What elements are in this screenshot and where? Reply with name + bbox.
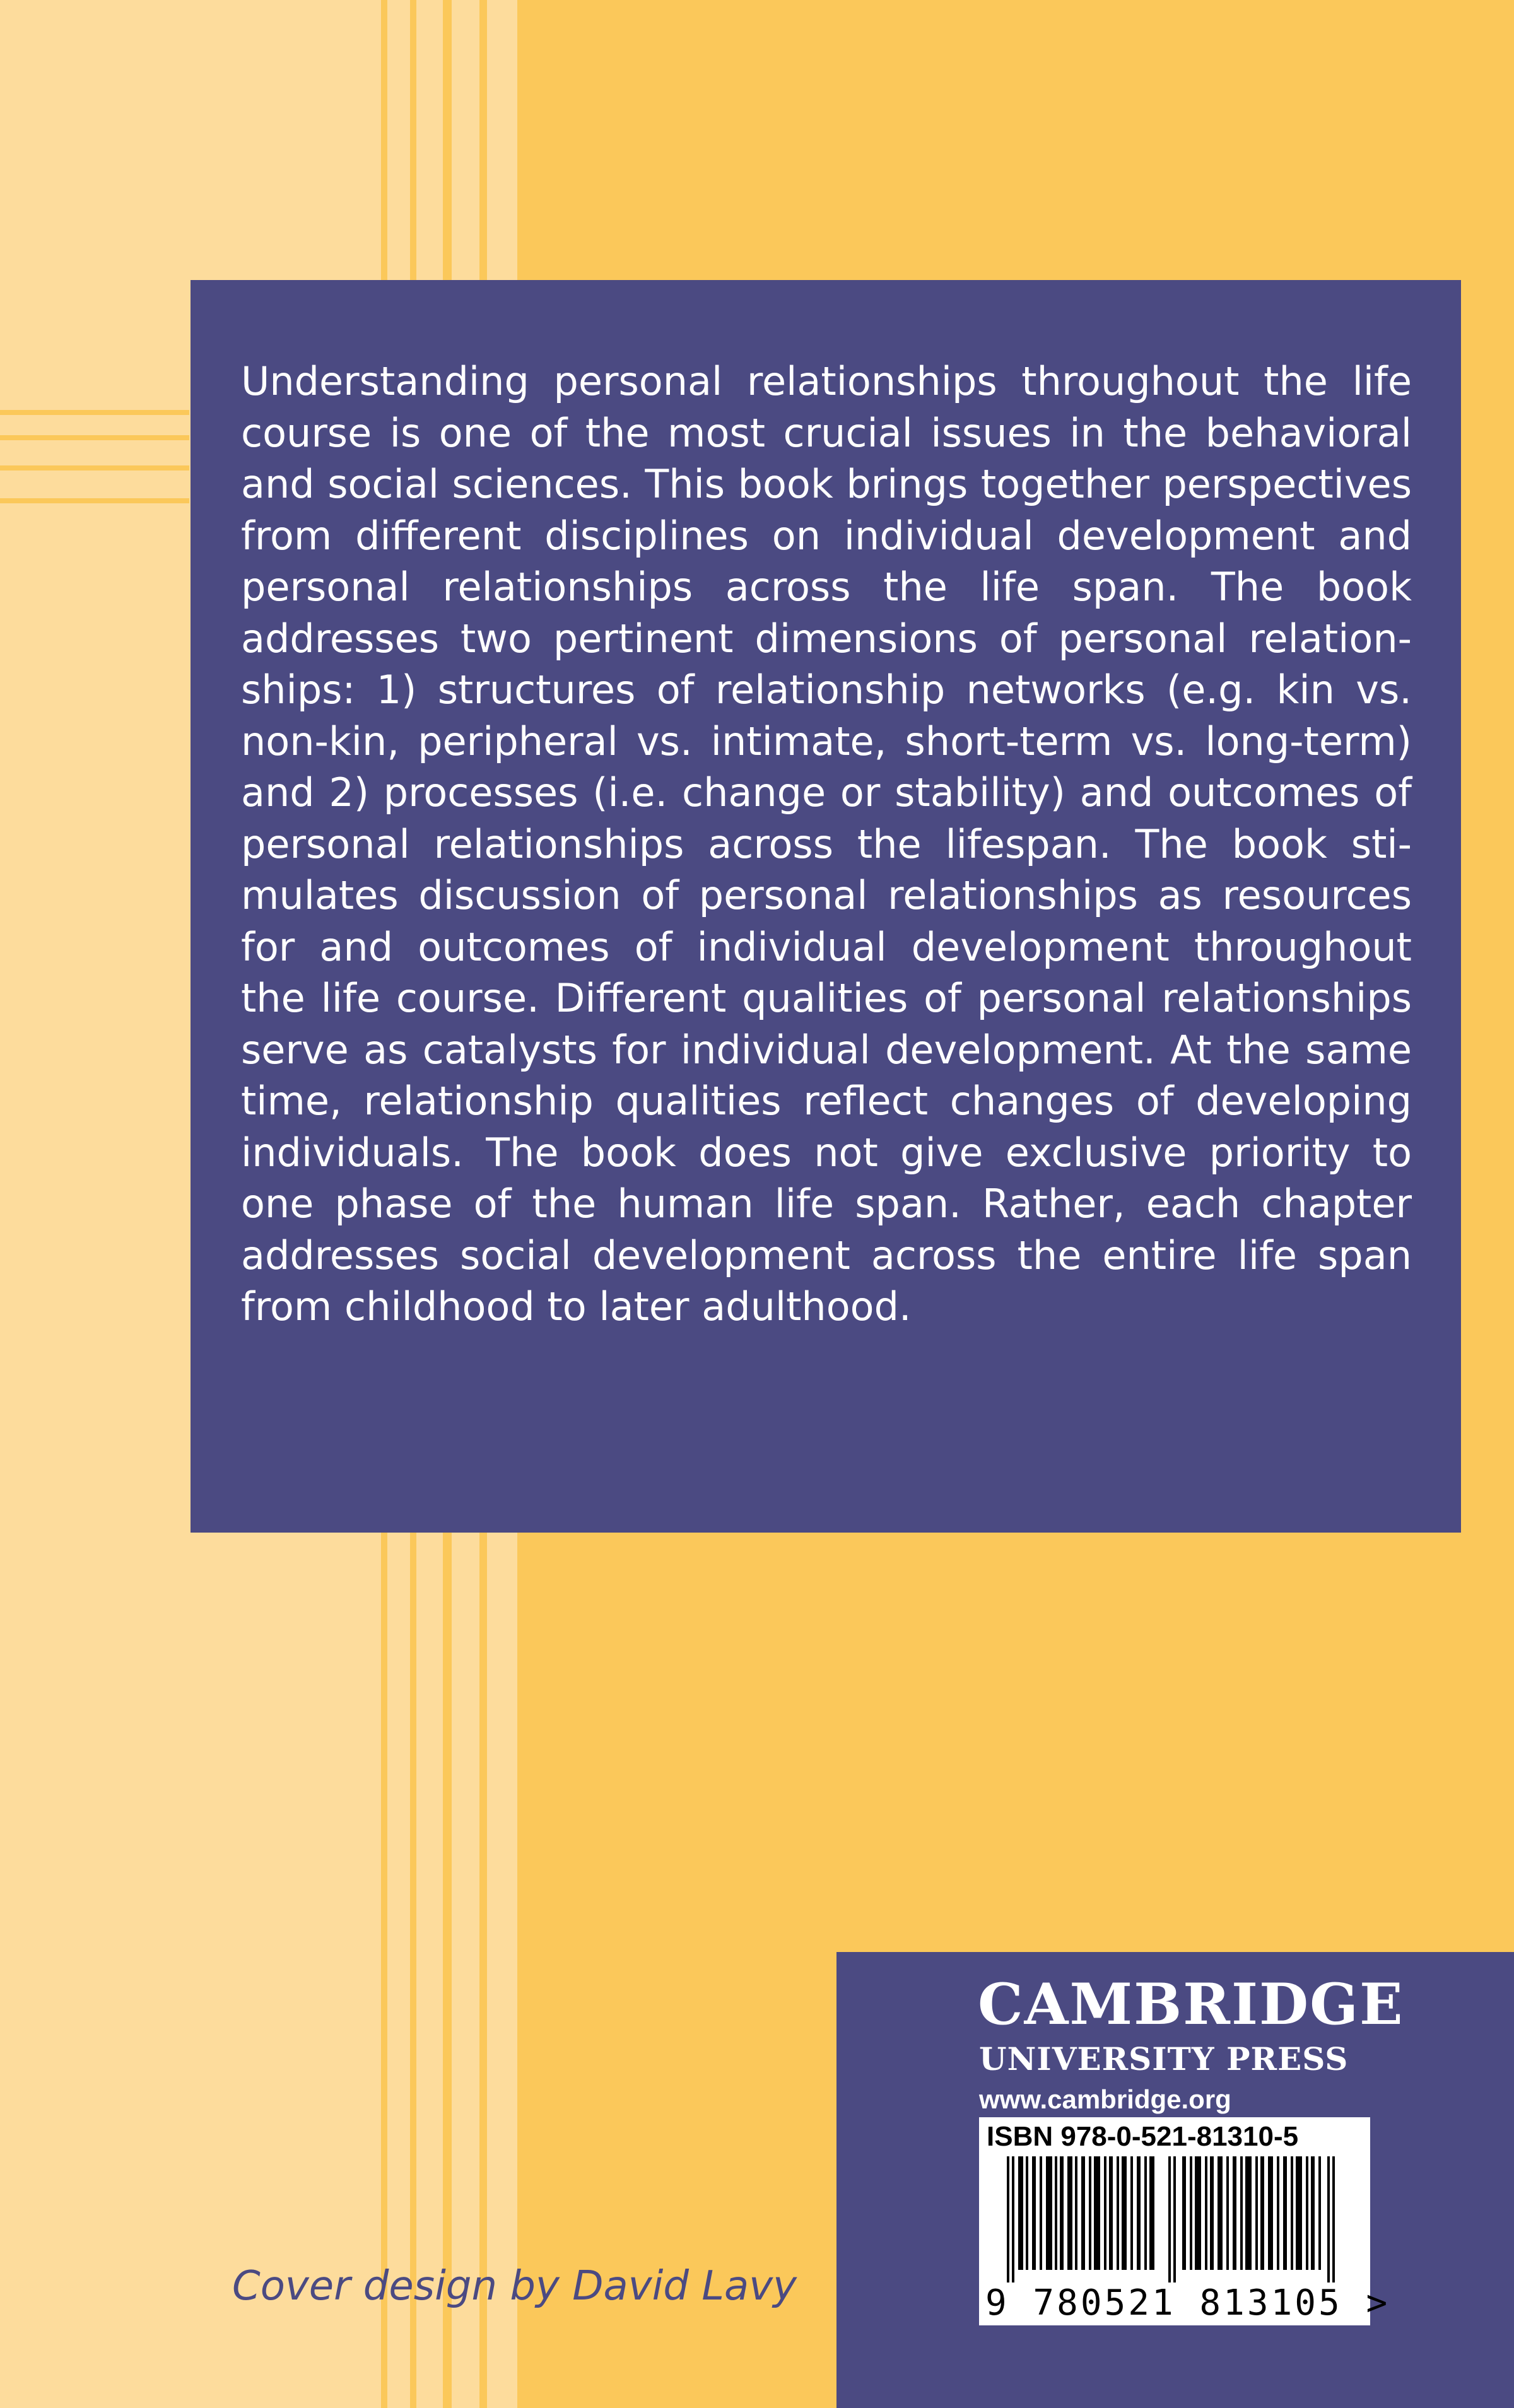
horizontal-stripe <box>0 465 189 470</box>
horizontal-stripe <box>0 498 189 503</box>
isbn-block <box>979 2117 1390 2325</box>
barcode <box>988 2156 1361 2282</box>
isbn-label: ISBN 978-0-521-81310-5 <box>987 2121 1299 2152</box>
horizontal-stripe <box>0 410 189 415</box>
cover-design-credit: Cover design by David Lavy <box>232 2263 797 2310</box>
publisher-subtitle: UNIVERSITY PRESS <box>979 2040 1349 2078</box>
blurb-box <box>191 280 1461 1533</box>
horizontal-stripe <box>0 435 189 440</box>
publisher-website: www.cambridge.org <box>979 2084 1231 2114</box>
barcode-digits: 9 780521 813105 > <box>985 2282 1390 2323</box>
publisher-name: CAMBRIDGE <box>978 1971 1404 2038</box>
publisher-box <box>836 1952 1514 2408</box>
blurb-text: Understanding personal relationships throughout the life course is one of the most crucial issues in the behavioral and social sciences. This book brings together perspectives from different disciplines on individual development and personal relationships across the life span. The book addresses two pertinent dimensions of personal relationships: 1) structures of relationship networks (e.g. kin vs. non-kin, peripheral vs. intimate, short-term vs. long-term) and 2) processes (i.e. change or stability) and outcomes of personal relationships across the lifespan. The book stimulates discussion of personal relationships as resources for and outcomes of individual development throughout the life course. Different qualities of personal relationships serve as catalysts for individual development. At the same time, relationship qualities reflect changes of developing individuals. The book does not give exclusive priority to one phase of the human life span. Rather, each chapter addresses social development across the entire life span from childhood to later adulthood. <box>241 358 1412 1330</box>
